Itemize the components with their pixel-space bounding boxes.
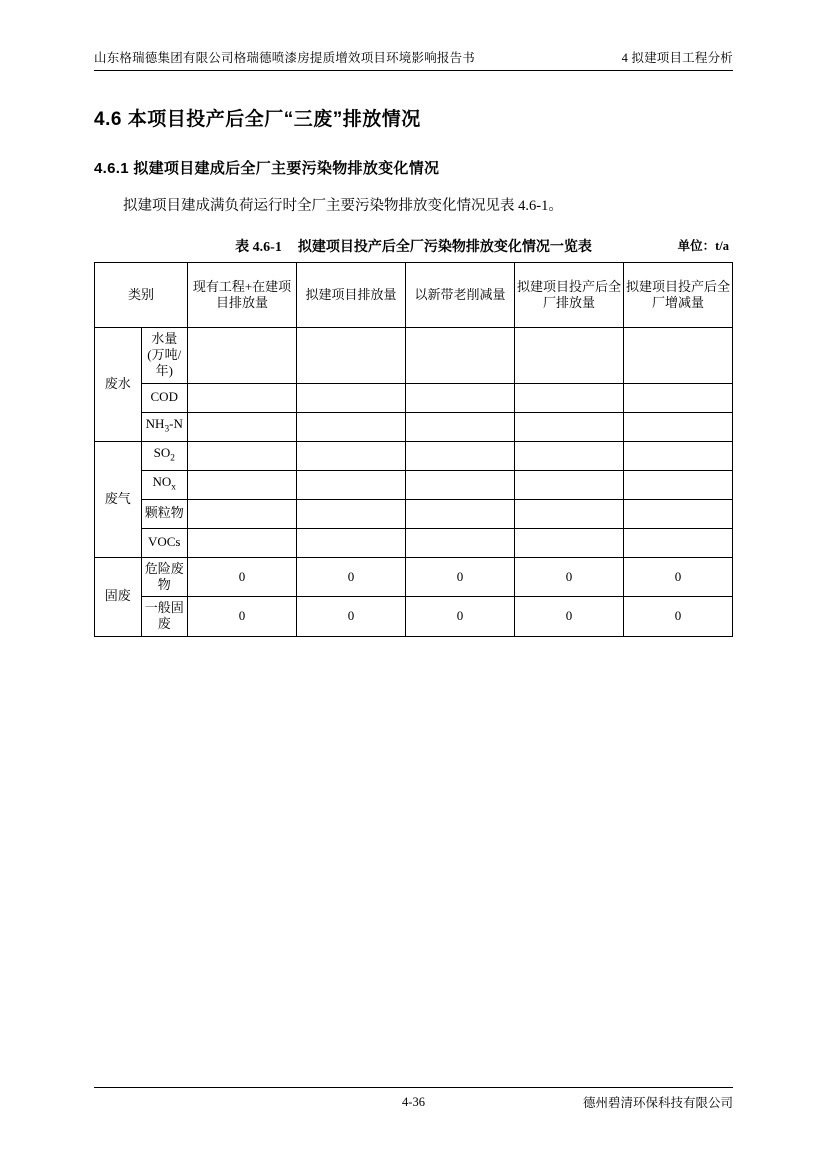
cell-value: [515, 327, 624, 383]
table-caption-unit: 单位：t/a: [677, 238, 729, 253]
cell-value: 0: [515, 557, 624, 597]
table-body: [95, 327, 733, 636]
row-label-cod: COD: [141, 383, 188, 412]
table-header: [95, 262, 733, 327]
cell-value: [297, 441, 406, 470]
row-label-nox: $NO_x$: [141, 470, 188, 499]
cell-value: [188, 383, 297, 412]
cell-value: [297, 327, 406, 383]
cell-value: [515, 470, 624, 499]
cell-value: [188, 441, 297, 470]
table-row: [95, 383, 733, 412]
running-header: [94, 48, 733, 71]
table-row: [95, 597, 733, 637]
column-header-proposed: 拟建项目排放量: [297, 262, 406, 327]
table-header-row: [95, 262, 733, 327]
cell-value: [624, 412, 733, 441]
row-label-general-solid-waste: 一般固废: [141, 597, 188, 637]
cell-value: [188, 412, 297, 441]
cell-value: [624, 470, 733, 499]
column-header-reduction: 以新带老削减量: [406, 262, 515, 327]
header-right-text: 4 拟建项目工程分析: [621, 51, 733, 65]
table-row: [95, 499, 733, 528]
subsection-heading: 4.6.1 拟建项目建成后全厂主要污染物排放变化情况: [94, 160, 440, 177]
cell-value: [624, 327, 733, 383]
running-footer: [94, 1087, 733, 1111]
header-left-text: 山东格瑞德集团有限公司格瑞德喷漆房提质增效项目环境影响报告书: [94, 51, 476, 65]
footer-company: 德州碧清环保科技有限公司: [582, 1096, 733, 1110]
cell-value: [515, 499, 624, 528]
table-row: [95, 470, 733, 499]
column-header-category: 类别: [95, 262, 188, 327]
row-label-particulate: 颗粒物: [141, 499, 188, 528]
column-header-net-change: 拟建项目投产后全厂增减量: [624, 262, 733, 327]
cell-value: [624, 499, 733, 528]
cell-value: [406, 528, 515, 557]
group-label-waste-gas: 废气: [95, 441, 142, 557]
cell-value: [624, 528, 733, 557]
table-row: [95, 441, 733, 470]
cell-value: 0: [297, 597, 406, 637]
table-row: [95, 557, 733, 597]
cell-value: [515, 528, 624, 557]
cell-value: [188, 470, 297, 499]
column-header-existing: 现有工程+在建项目排放量: [188, 262, 297, 327]
cell-value: 0: [406, 597, 515, 637]
cell-value: [515, 441, 624, 470]
page-content: [94, 88, 733, 637]
section-heading: 4.6 本项目投产后全厂“三废”排放情况: [94, 109, 421, 130]
body-paragraph: 拟建项目建成满负荷运行时全厂主要污染物排放变化情况见表 4.6-1。: [123, 198, 563, 214]
cell-value: [515, 412, 624, 441]
cell-value: 0: [188, 557, 297, 597]
group-label-solid-waste: 固废: [95, 557, 142, 636]
cell-value: [188, 499, 297, 528]
group-label-wastewater: 废水: [95, 327, 142, 441]
page-number: 4-36: [402, 1094, 425, 1109]
table-row: [95, 327, 733, 383]
cell-value: [406, 412, 515, 441]
cell-value: 0: [406, 557, 515, 597]
table-caption: [94, 236, 733, 256]
row-label-hazardous-waste: 危险废物: [141, 557, 188, 597]
cell-value: [624, 441, 733, 470]
cell-value: 0: [188, 597, 297, 637]
cell-value: [188, 327, 297, 383]
cell-value: 0: [515, 597, 624, 637]
cell-value: [297, 528, 406, 557]
cell-value: [297, 499, 406, 528]
row-label-water-volume: 水量(万吨/年): [141, 327, 188, 383]
table-caption-text: 拟建项目投产后全厂污染物排放变化情况一览表: [297, 239, 592, 255]
cell-value: [188, 528, 297, 557]
table-row: [95, 528, 733, 557]
cell-value: [297, 412, 406, 441]
row-label-vocs: VOCs: [141, 528, 188, 557]
cell-value: [297, 470, 406, 499]
cell-value: 0: [624, 557, 733, 597]
cell-value: [406, 499, 515, 528]
table-caption-number: 表 4.6-1: [235, 239, 282, 255]
table-row: [95, 412, 733, 441]
cell-value: [624, 383, 733, 412]
cell-value: [406, 383, 515, 412]
row-label-nh3n: $NH_3-N$: [141, 412, 188, 441]
cell-value: [406, 327, 515, 383]
emissions-table: [94, 262, 733, 637]
cell-value: [406, 470, 515, 499]
column-header-total-after: 拟建项目投产后全厂排放量: [515, 262, 624, 327]
cell-value: 0: [624, 597, 733, 637]
cell-value: 0: [297, 557, 406, 597]
cell-value: [515, 383, 624, 412]
cell-value: [297, 383, 406, 412]
cell-value: [406, 441, 515, 470]
row-label-so2: $SO_2$: [141, 441, 188, 470]
